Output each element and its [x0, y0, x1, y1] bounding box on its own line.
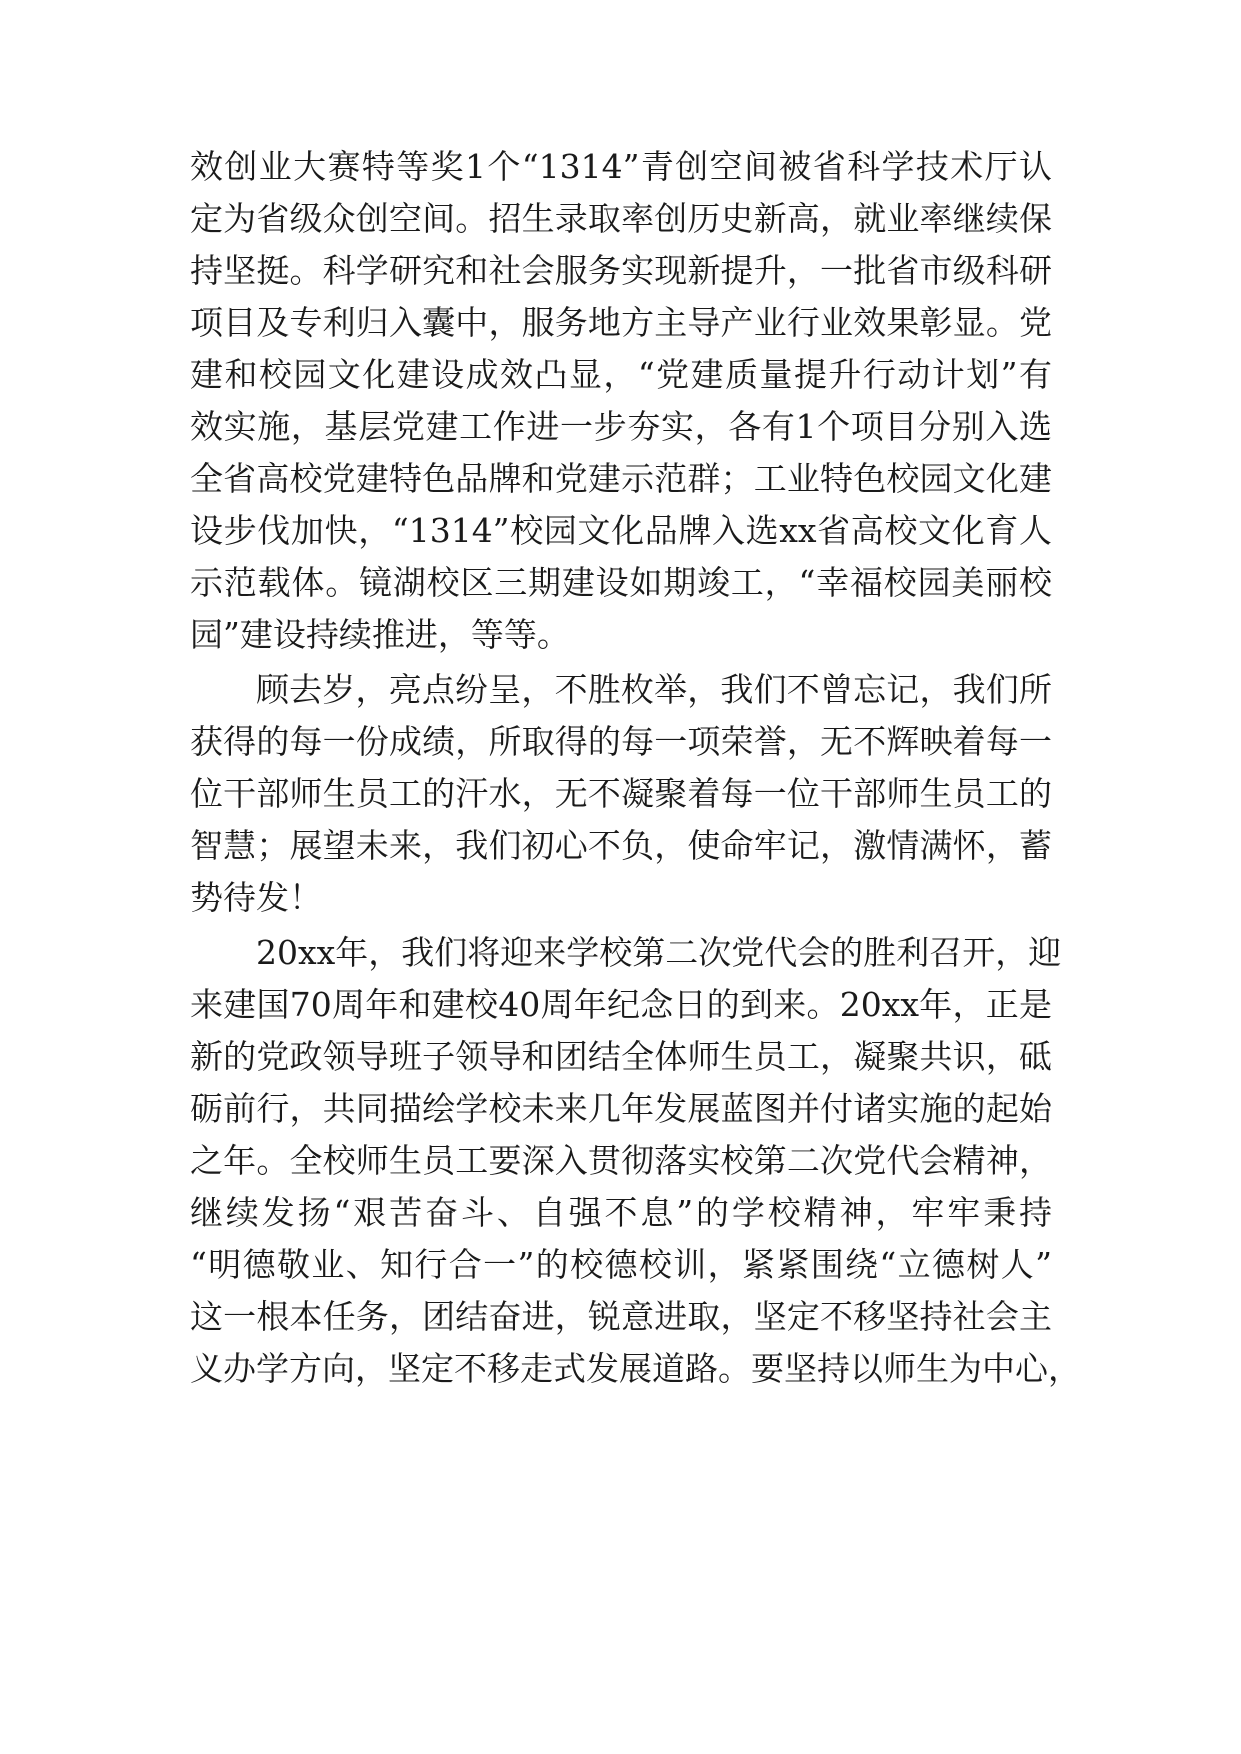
paragraph-1-line-2: 定为省级众创空间。招生录取率创历史新高，就业率继续保: [190, 199, 1052, 238]
paragraph-1-line-9: 示范载体。镜湖校区三期建设如期竣工，“幸福校园美丽校: [190, 563, 1052, 602]
paragraph-3-line-1: 20xx年，我们将迎来学校第二次党代会的胜利召开，迎: [256, 933, 1062, 972]
paragraph-3-line-4: 砺前行，共同描绘学校未来几年发展蓝图并付诸实施的起始: [190, 1089, 1052, 1128]
paragraph-3-line-2: 来建国70周年和建校40周年纪念日的到来。20xx年，正是: [190, 985, 1052, 1024]
paragraph-2-line-4: 智慧；展望未来，我们初心不负，使命牢记，激情满怀，蓄: [190, 826, 1052, 865]
paragraph-2-line-1: 顾去岁，亮点纷呈，不胜枚举，我们不曾忘记，我们所: [256, 670, 1052, 709]
paragraph-3-line-5: 之年。全校师生员工要深入贯彻落实校第二次党代会精神，: [190, 1141, 1052, 1180]
paragraph-3-line-6: 继续发扬“艰苦奋斗、自强不息”的学校精神，牢牢秉持: [190, 1193, 1052, 1232]
paragraph-1-line-5: 建和校园文化建设成效凸显，“党建质量提升行动计划”有: [190, 355, 1052, 394]
paragraph-1-line-4: 项目及专利归入囊中，服务地方主导产业行业效果彰显。党: [190, 303, 1052, 342]
paragraph-3-line-9: 义办学方向，坚定不移走式发展道路。要坚持以师生为中心，: [190, 1349, 1081, 1388]
paragraph-3-line-8: 这一根本任务，团结奋进，锐意进取，坚定不移坚持社会主: [190, 1297, 1052, 1336]
paragraph-1-line-8: 设步伐加快，“1314”校园文化品牌入选xx省高校文化育人: [190, 511, 1052, 550]
paragraph-1-line-3: 持坚挺。科学研究和社会服务实现新提升，一批省市级科研: [190, 251, 1052, 290]
paragraph-2-line-3: 位干部师生员工的汗水，无不凝聚着每一位干部师生员工的: [190, 774, 1052, 813]
paragraph-1-line-1: 效创业大赛特等奖1个“1314”青创空间被省科学技术厅认: [190, 147, 1052, 186]
paragraph-3-line-7: “明德敬业、知行合一”的校德校训，紧紧围绕“立德树人”: [190, 1245, 1052, 1284]
paragraph-1-line-10: 园”建设持续推进，等等。: [190, 615, 570, 654]
paragraph-1-line-6: 效实施，基层党建工作进一步夯实，各有1个项目分别入选: [190, 407, 1052, 446]
paragraph-2-line-2: 获得的每一份成绩，所取得的每一项荣誉，无不辉映着每一: [190, 722, 1052, 761]
paragraph-3-line-3: 新的党政领导班子领导和团结全体师生员工，凝聚共识，砥: [190, 1037, 1052, 1076]
paragraph-1-line-7: 全省高校党建特色品牌和党建示范群；工业特色校园文化建: [190, 459, 1052, 498]
paragraph-2-line-5: 势待发！: [190, 878, 322, 917]
